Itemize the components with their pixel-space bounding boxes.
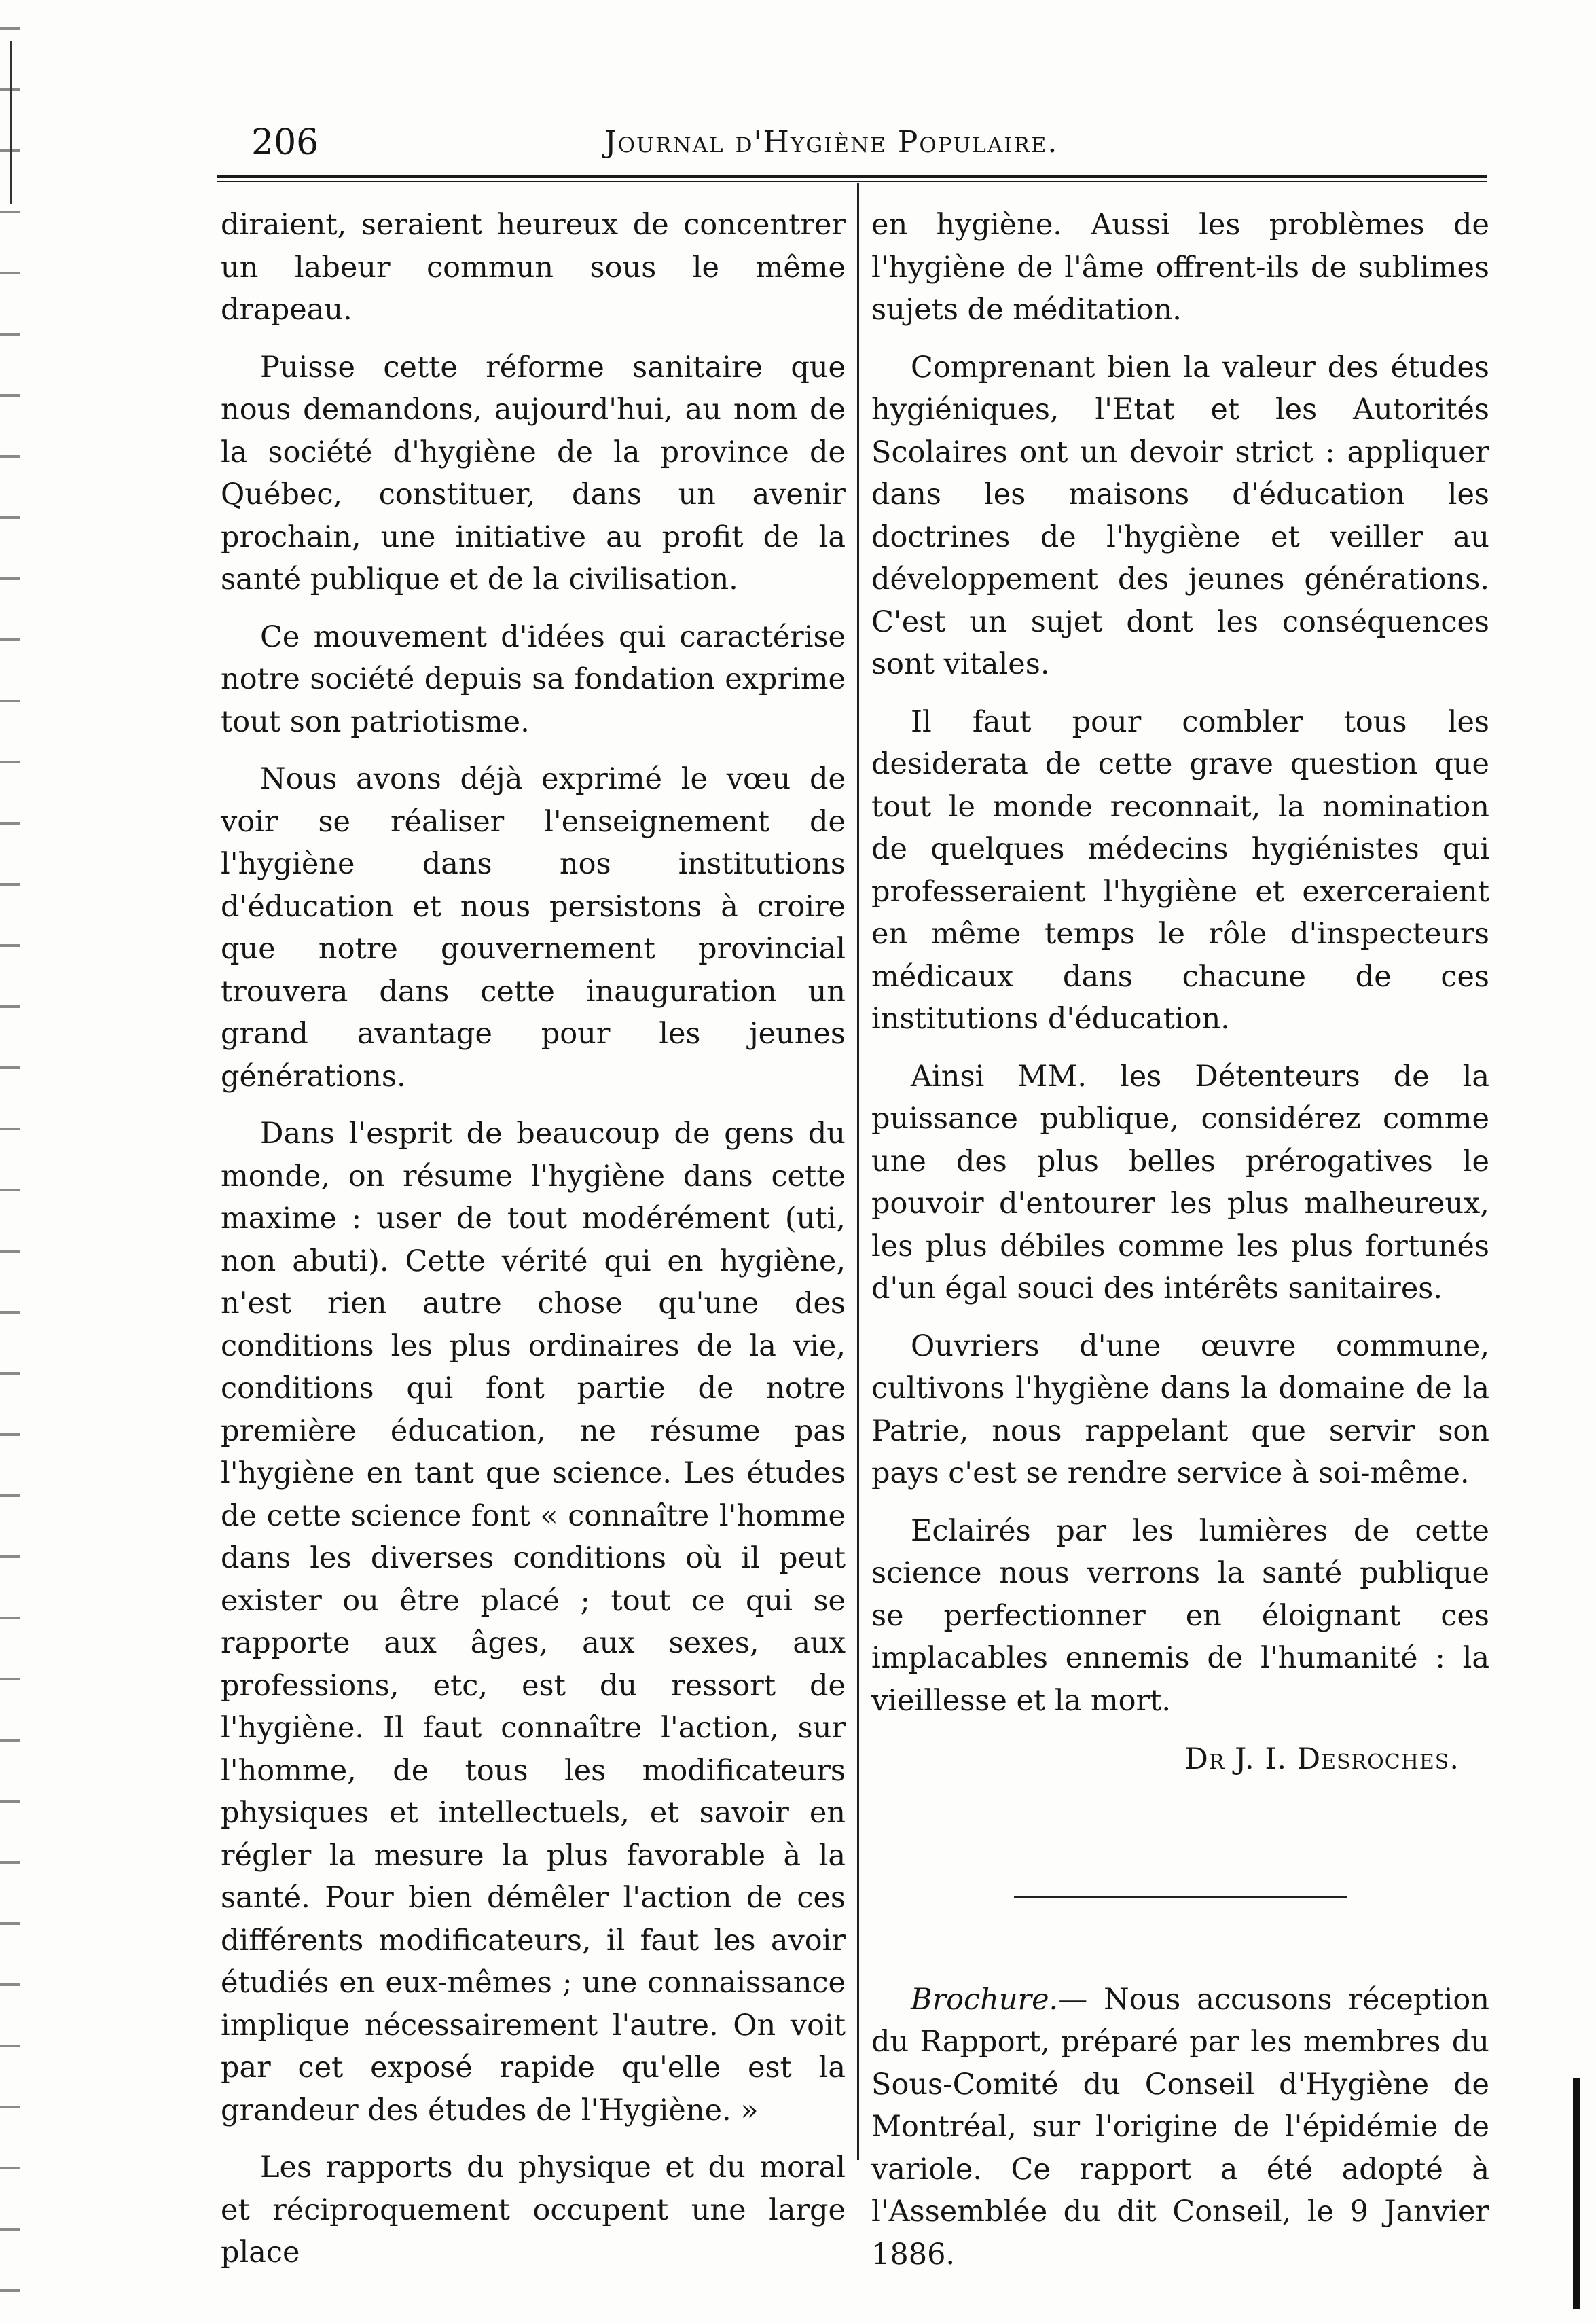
brochure-label: Brochure. — [911, 1982, 1059, 2017]
paragraph: Eclairés par les lumières de cette science nous verrons la santé publique se perfectionner en éloignant ces implacables ennemis de l'humanité : la vieillesse et la mort. — [871, 1513, 1489, 1718]
binding-mark — [10, 41, 12, 204]
brochure-notice — [871, 1979, 1489, 2276]
section-separator — [1014, 1896, 1347, 1898]
paragraph: Nous avons déjà exprimé le vœu de voir se réaliser l'enseignement de l'hygiène dans nos institutions d'éducation et nous persistons à croire que notre gouvernement provincial trouvera dans cette inauguration un grand avantage pour les jeunes générations. — [221, 762, 846, 1094]
paragraph: Les rapports du physique et du moral et réciproquement occupent une large place — [221, 2150, 846, 2269]
brochure-text: — Nous accusons réception du Rapport, préparé par les membres du Sous-Comité du Conseil d'Hygiène de Montréal, sur l'origine de l'épidémie de variole. Ce rapport a été adopté à l'Assemblée du dit Conseil, le 9 Janvier 1886. — [871, 1982, 1489, 2271]
paragraph: Il faut pour combler tous les desiderata de cette grave question que tout le monde reconnait, la nomination de quelques médecins hygiénistes qui professeraient l'hygiène et exerceraient en même temps le rôle d'inspecteurs médicaux dans chacune de ces institutions d'éducation. — [871, 704, 1489, 1036]
running-title: Journal d'Hygiène Populaire. — [604, 125, 1059, 160]
paragraph: Ce mouvement d'idées qui caractérise notre société depuis sa fondation exprime tout son patriotisme. — [221, 619, 846, 739]
paragraph: Comprenant bien la valeur des études hygiéniques, l'Etat et les Autorités Scolaires ont un devoir strict : appliquer dans les maisons d'éducation les doctrines de l'hygiène et veiller au développement des jeunes générations. C'est un sujet dont les conséquences sont vitales. — [871, 350, 1489, 681]
header-rule-thin — [217, 181, 1487, 182]
paragraph: Ouvriers d'une œuvre commune, cultivons l'hygiène dans la domaine de la Patrie, nous rappelant que servir son pays c'est se rendre service à soi-même. — [871, 1329, 1489, 1490]
page-header — [224, 122, 1379, 163]
paragraph: en hygiène. Aussi les problèmes de l'hygiène de l'âme offrent-ils de sublimes sujets de méditation. — [871, 208, 1489, 327]
paragraph: diraient, seraient heureux de concentrer un labeur commun sous le même drapeau. — [221, 208, 846, 327]
column-divider — [857, 183, 859, 2160]
author-signature: Dr J. I. Desroches. — [1184, 1742, 1459, 1776]
page-number: 206 — [251, 122, 319, 163]
left-column — [221, 204, 846, 2289]
paragraph: Puisse cette réforme sanitaire que nous demandons, aujourd'hui, au nom de la société d'hygiène de la province de Québec, constituer, dans un avenir prochain, une initiative au profit de la santé publique et de la civilisation. — [221, 350, 846, 596]
binding-edge — [0, 0, 20, 2323]
header-rule — [217, 175, 1487, 178]
page-edge-shadow — [1573, 2078, 1580, 2309]
paragraph: Dans l'esprit de beaucoup de gens du monde, on résume l'hygiène dans cette maxime : user de tout modérément (uti, non abuti). Cette vérité qui en hygiène, n'est rien autre chose qu'une des conditions les plus ordinaires de la vie, conditions qui font partie de notre première éducation, ne résume pas l'hygiène en tant que science. Les études de cette science font « connaître l'homme dans les diverses conditions où il peut exister ou être placé ; tout ce qui se rapporte aux âges, aux sexes, aux professions, etc, est du ressort de l'hygiène. Il faut connaître l'action, sur l'homme, de tous les modificateurs physiques et intellectuels, et savoir en régler la mesure la plus favorable à la santé. Pour bien démêler l'action de ces différents modificateurs, il faut les avoir étudiés en eux-mêmes ; une connaissance implique nécessairement l'autre. On voit par cet exposé rapide qu'elle est la grandeur des études de l'Hygiène. » — [221, 1117, 846, 2127]
right-column — [871, 204, 1489, 2290]
paragraph: Ainsi MM. les Détenteurs de la puissance publique, considérez comme une des plus belles prérogatives le pouvoir d'entourer les plus malheureux, les plus débiles comme les plus fortunés d'un égal souci des intérêts sanitaires. — [871, 1059, 1489, 1305]
